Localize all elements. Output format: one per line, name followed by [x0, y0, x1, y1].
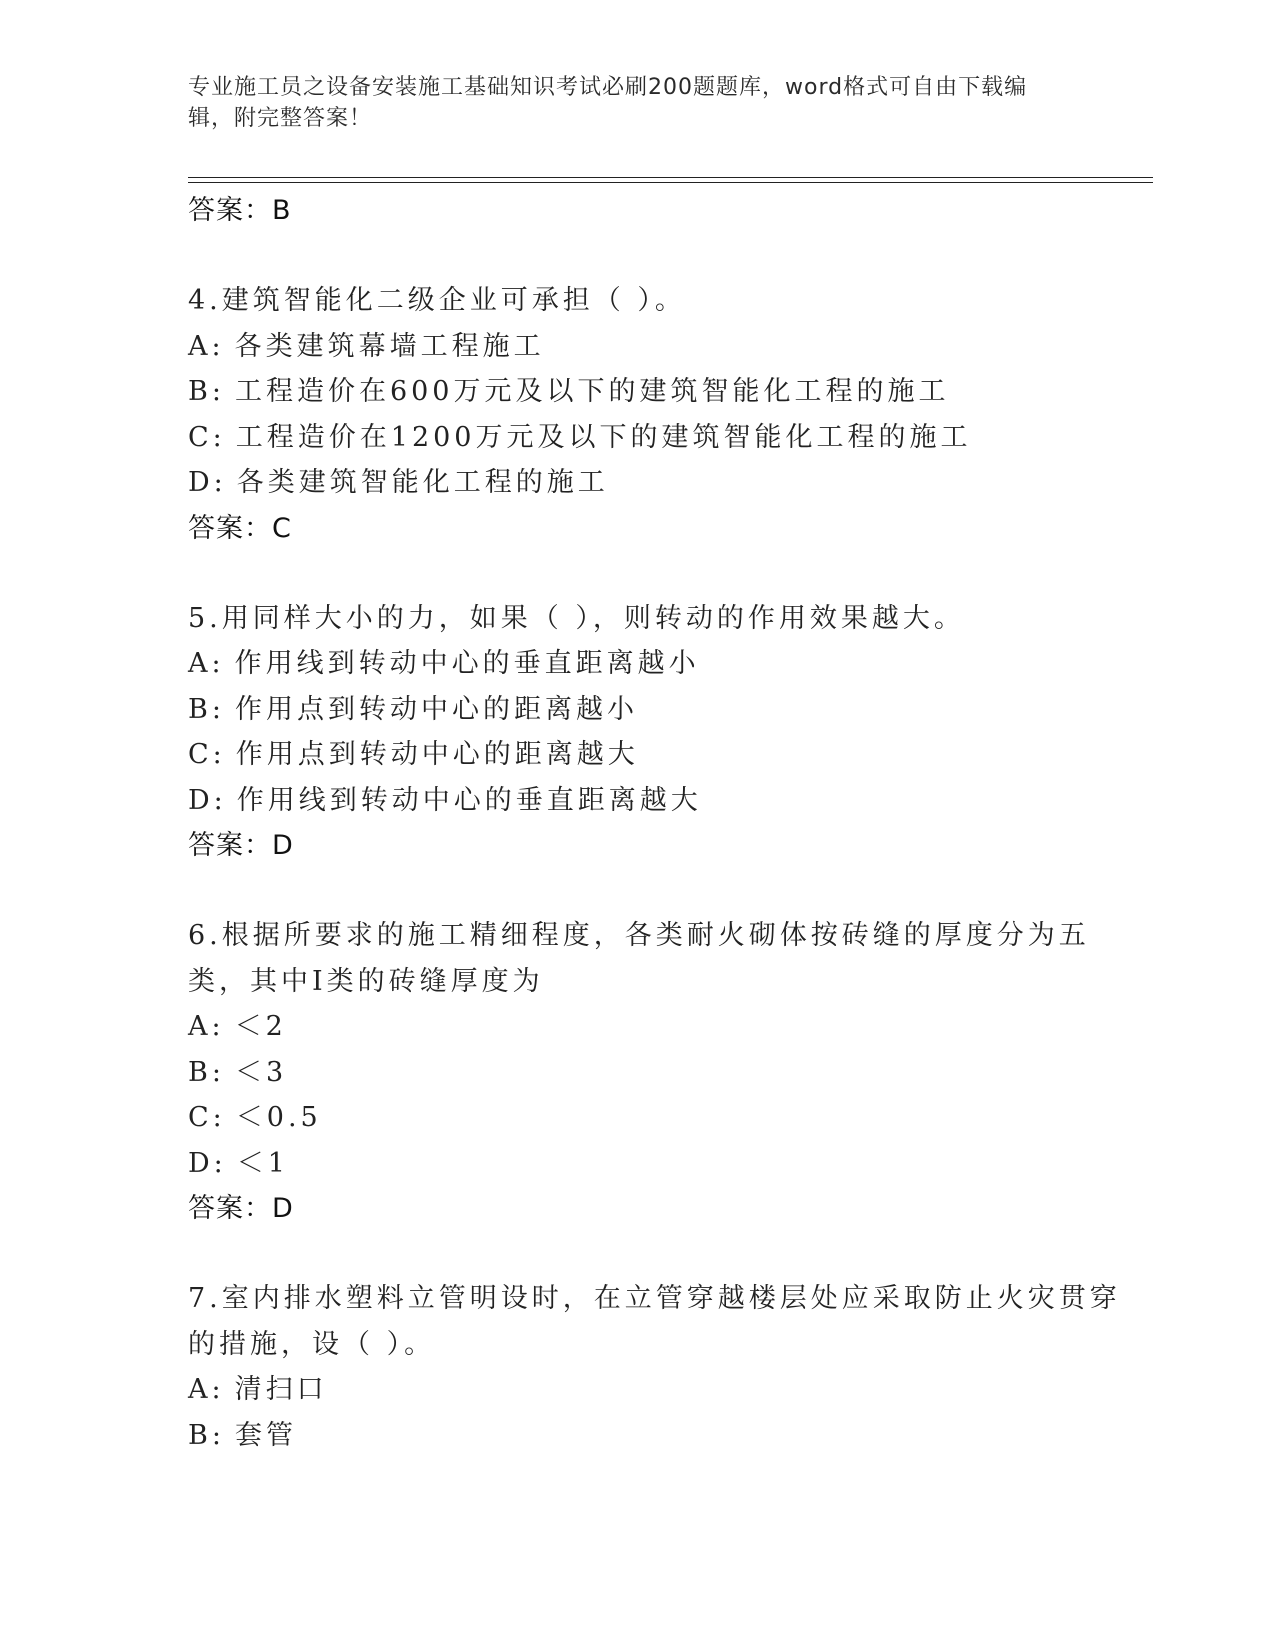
- option-text: 作用点到转动中心的距离越大: [235, 739, 639, 770]
- option-text: ＜1: [236, 1147, 289, 1179]
- option-text: 套管: [234, 1419, 297, 1451]
- answer-line: [188, 506, 1148, 552]
- option-b: [188, 1413, 1148, 1459]
- answer-label: 答案：: [188, 830, 272, 861]
- option-text: 作用点到转动中心的距离越小: [234, 693, 638, 725]
- option-key: B:: [188, 376, 225, 407]
- option-d: [188, 778, 1148, 824]
- answer-value: C: [272, 512, 291, 544]
- question-block: [188, 913, 1148, 1232]
- option-key: B:: [188, 693, 225, 725]
- option-d: [188, 460, 1148, 506]
- answer-value: D: [272, 1193, 293, 1224]
- option-text: 各类建筑幕墙工程施工: [234, 330, 545, 362]
- option-key: D:: [188, 1147, 227, 1179]
- option-a: [188, 641, 1148, 687]
- question-block: [188, 1276, 1148, 1458]
- question-list: [188, 188, 1148, 1458]
- option-text: 各类建筑智能化工程的施工: [236, 467, 609, 498]
- option-key: A:: [188, 1011, 225, 1042]
- answer-value: B: [272, 195, 291, 226]
- option-text: 清扫口: [234, 1374, 328, 1405]
- question-text: 5.用同样大小的力，如果（ ），则转动的作用效果越大。: [188, 602, 965, 634]
- option-text: 作用线到转动中心的垂直距离越大: [236, 784, 702, 816]
- answer-label: 答案：: [188, 512, 272, 544]
- document-header: 专业施工员之设备安装施工基础知识考试必刷200题题库，word格式可自由下载编辑，附完整答案！: [188, 75, 1028, 131]
- spacer: [188, 1232, 1148, 1276]
- option-text: ＜2: [234, 1011, 287, 1042]
- header-divider-top: [188, 177, 1153, 178]
- option-key: A:: [188, 330, 225, 362]
- option-key: A:: [188, 1374, 225, 1405]
- option-text: 作用线到转动中心的垂直距离越小: [234, 648, 700, 679]
- option-key: C:: [188, 421, 226, 453]
- option-c: [188, 415, 1148, 461]
- option-key: A:: [188, 648, 225, 679]
- option-a: [188, 324, 1148, 370]
- header-divider-bottom: [188, 182, 1153, 183]
- option-key: B:: [188, 1419, 225, 1451]
- spacer: [188, 869, 1148, 913]
- option-b: [188, 1050, 1148, 1096]
- option-key: D:: [188, 784, 227, 816]
- option-c: [188, 1095, 1148, 1141]
- option-text: ＜3: [234, 1056, 288, 1088]
- question-text: 4.建筑智能化二级企业可承担（ ）。: [188, 285, 686, 316]
- question-text: 6.根据所要求的施工精细程度，各类耐火砌体按砖缝的厚度分为五类，其中Ⅰ类的砖缝厚度为: [188, 920, 1090, 997]
- answer-line: [188, 1186, 1148, 1232]
- answer-label: 答案：: [188, 195, 272, 226]
- option-key: C:: [188, 739, 226, 770]
- option-a: [188, 1004, 1148, 1050]
- option-c: [188, 732, 1148, 778]
- option-b: [188, 369, 1148, 415]
- option-d: [188, 1141, 1148, 1187]
- option-text: 工程造价在1200万元及以下的建筑智能化工程的施工: [235, 421, 972, 453]
- question-block: [188, 596, 1148, 870]
- spacer: [188, 234, 1148, 278]
- option-key: C:: [188, 1102, 226, 1133]
- option-text: 工程造价在600万元及以下的建筑智能化工程的施工: [234, 376, 950, 407]
- question-text: 7.室内排水塑料立管明设时，在立管穿越楼层处应采取防止火灾贯穿的措施，设（ ）。: [188, 1283, 1121, 1360]
- question-block: [188, 278, 1148, 552]
- spacer: [188, 552, 1148, 596]
- option-key: D:: [188, 467, 227, 498]
- option-a: [188, 1367, 1148, 1413]
- answer-label: 答案：: [188, 1193, 272, 1224]
- answer-value: D: [272, 830, 293, 861]
- option-text: ＜0.5: [235, 1102, 322, 1133]
- option-key: B:: [188, 1056, 225, 1088]
- option-b: [188, 687, 1148, 733]
- answer-line: [188, 823, 1148, 869]
- answer-line: [188, 188, 1148, 234]
